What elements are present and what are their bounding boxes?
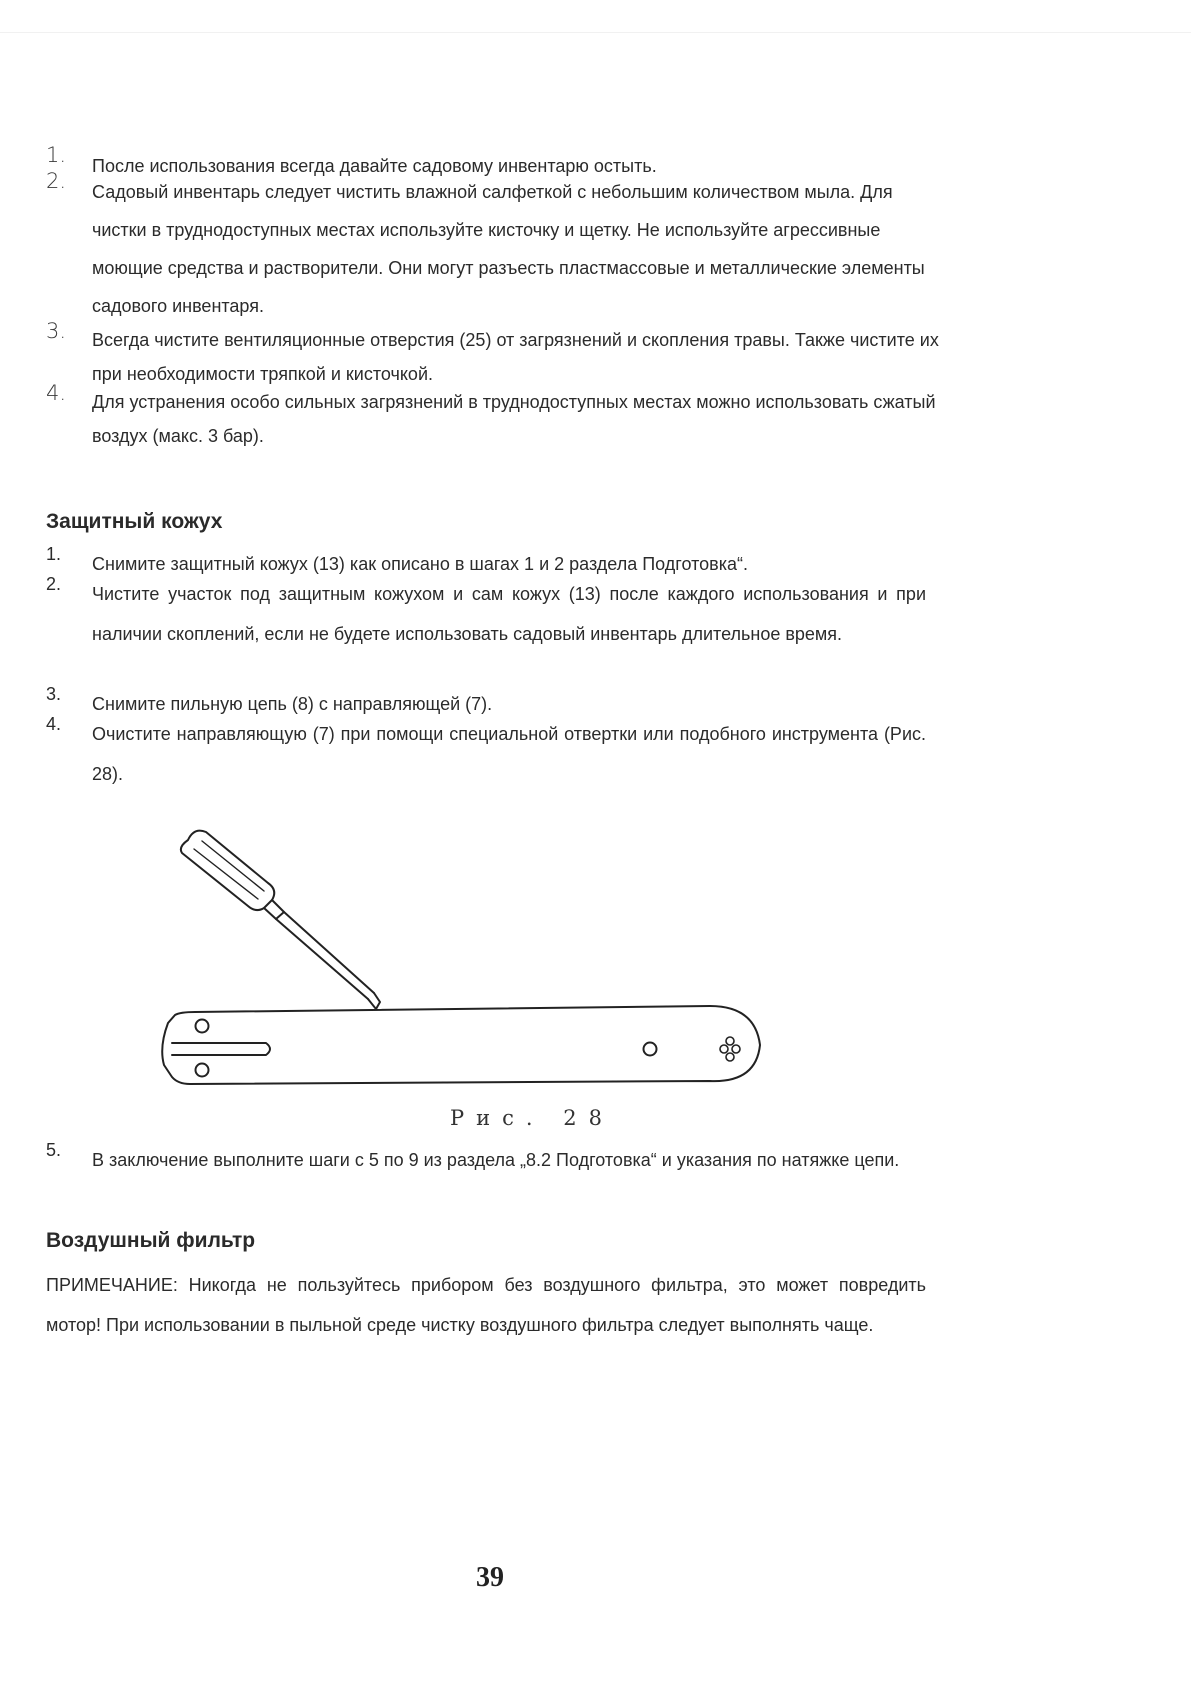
list-item [46, 574, 926, 694]
list-item-text: Очистите направляющую (7) при помощи специальной отвертки или подобного инструмента (Рис. 28). [92, 724, 926, 784]
guide-bar-sprocket-icon [720, 1037, 740, 1061]
guide-bar-hole-top [196, 1020, 209, 1033]
list-item [46, 1140, 926, 1180]
guide-bar-slot [172, 1043, 270, 1055]
list-item-number: 3. [46, 684, 62, 704]
cleaning-steps-list [46, 143, 946, 453]
list-item-text: Садовый инвентарь следует чистить влажной салфеткой с небольшим количеством мыла. Для чистки в труднодоступных местах используйте кисточку и щетку. Не используйте агрессивные моющие средства и растворители. Они могут разъесть пластмассовые и металлические элементы садового инвентаря. [92, 182, 925, 316]
section-heading-guard: Защитный кожух [46, 510, 223, 533]
list-item-number: 3. [46, 319, 67, 343]
list-item-number: 5. [46, 1140, 62, 1160]
list-item-text: Для устранения особо сильных загрязнений в труднодоступных местах можно использовать сжатый воздух (макс. 3 бар). [92, 392, 936, 446]
list-item-number: 1. [46, 544, 62, 564]
list-item [46, 381, 946, 453]
list-item-number: 1. [46, 143, 67, 167]
page-number: 39 [476, 1562, 504, 1593]
list-item-number: 4. [46, 714, 62, 734]
figure-caption: Рис. 28 [450, 1106, 614, 1130]
list-item-text: После использования всегда давайте садовому инвентарю остыть. [92, 156, 657, 176]
guard-steps-list [46, 544, 926, 794]
list-item-text: Снимите защитный кожух (13) как описано в шагах 1 и 2 раздела Подготовка“. [92, 554, 748, 574]
final-steps-list [46, 1140, 926, 1180]
list-item-number: 2. [46, 169, 67, 193]
list-item-text: Снимите пильную цепь (8) с направляющей (7). [92, 694, 493, 714]
air-filter-note: ПРИМЕЧАНИЕ: Никогда не пользуйтесь прибором без воздушного фильтра, это может повредить мотор! При использовании в пыльной среде чистку воздушного фильтра следует выполнять чаще. [46, 1275, 926, 1335]
guide-bar-outline [162, 1006, 760, 1084]
section-heading-air-filter: Воздушный фильтр [46, 1229, 256, 1252]
list-item-text: Чистите участок под защитным кожухом и сам кожух (13) после каждого использования и при наличии скоплений, если не будете использовать садовый инвентарь длительное время. [92, 584, 926, 644]
list-item [46, 714, 926, 794]
list-item-number: 4. [46, 381, 67, 405]
screwdriver-guide-bar-illustration [150, 815, 830, 1115]
screwdriver-icon [181, 831, 380, 1009]
list-item-text: В заключение выполните шаги с 5 по 9 из раздела „8.2 Подготовка“ и указания по натяжке цепи. [92, 1150, 900, 1170]
guide-bar-hole-bottom [196, 1064, 209, 1077]
list-item-text: Всегда чистите вентиляционные отверстия (25) от загрязнений и скопления травы. Также чистите их при необходимости тряпкой и кисточкой. [92, 330, 939, 384]
page-top-edge [0, 0, 1191, 33]
guide-bar-hole-oil [644, 1043, 657, 1056]
list-item [46, 169, 946, 333]
list-item-number: 2. [46, 574, 62, 594]
